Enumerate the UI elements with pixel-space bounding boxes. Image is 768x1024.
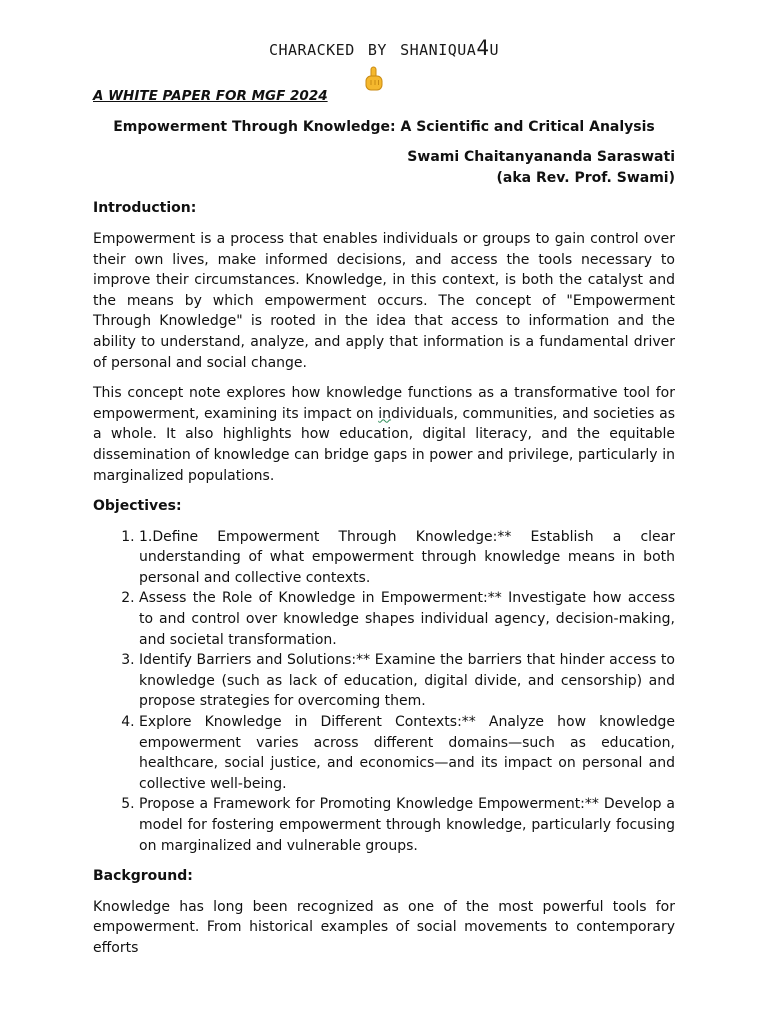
document-title: Empowerment Through Knowledge: A Scientific and Critical Analysis xyxy=(113,118,655,135)
para2-text-start: This concept note explores how knowledge functions as a transformative tool for empowerment, examining its impact on xyxy=(93,385,675,422)
objective-item: 1. 1.Define Empowerment Through Knowledge:** Establish a clear understanding of what empowerment through knowledge means in both personal and collective contexts. xyxy=(139,527,675,589)
author-name: Swami Chaitanyananda Saraswati xyxy=(407,149,675,166)
paper-label: A WHITE PAPER FOR MGF 2024 xyxy=(93,88,328,104)
document-body xyxy=(93,86,675,969)
author-block xyxy=(93,147,675,188)
objective-item: 5. Propose a Framework for Promoting Knowledge Empowerment:** Develop a model for fostering empowerment through knowledge, particularly focusing on marginalized and vulnerable groups. xyxy=(139,794,675,856)
background-heading: Background: xyxy=(93,868,193,885)
introduction-paragraph-1: Empowerment is a process that enables individuals or groups to gain control over their own lives, make informed decisions, and access the tools necessary to improve their circumstances. Knowledge, in this context, is both the catalyst and the means by which empowerment occurs. The concept of "Empowerment Through Knowledge" is rooted in the idea that access to information and the ability to understand, analyze, and apply that information is a fundamental driver of personal and social change. xyxy=(93,230,675,371)
introduction-paragraph-2 xyxy=(93,383,675,486)
introduction-heading: Introduction: xyxy=(93,200,197,217)
para2-text-end: dividuals, communities, and societies as a whole. It also highlights how education, digital literacy, and the equitable dissemination of knowledge can bridge gaps in power and privilege, particularly in marginalized populations. xyxy=(93,405,675,484)
author-aka: (aka Rev. Prof. Swami) xyxy=(496,169,675,186)
watermark-text: characked by shaniqua4u xyxy=(268,36,500,60)
background-paragraph-1: Knowledge has long been recognized as one of the most powerful tools for empowerment. From historical examples of social movements to contemporary efforts xyxy=(93,898,675,956)
objectives-list xyxy=(93,527,675,857)
spellcheck-flag: in xyxy=(378,405,391,422)
objectives-heading: Objectives: xyxy=(93,498,182,515)
objective-item: 3. Identify Barriers and Solutions:** Examine the barriers that hinder access to knowledge (such as lack of education, digital divide, and censorship) and propose strategies for overcoming them. xyxy=(139,650,675,712)
objective-item: 4. Explore Knowledge in Different Contexts:** Analyze how knowledge empowerment varies across different domains—such as education, healthcare, social justice, and economics—and its impact on personal and collective well-being. xyxy=(139,712,675,794)
objective-item: 2. Assess the Role of Knowledge in Empowerment:** Investigate how access to and control over knowledge shapes individual agency, decision-making, and societal transformation. xyxy=(139,588,675,650)
